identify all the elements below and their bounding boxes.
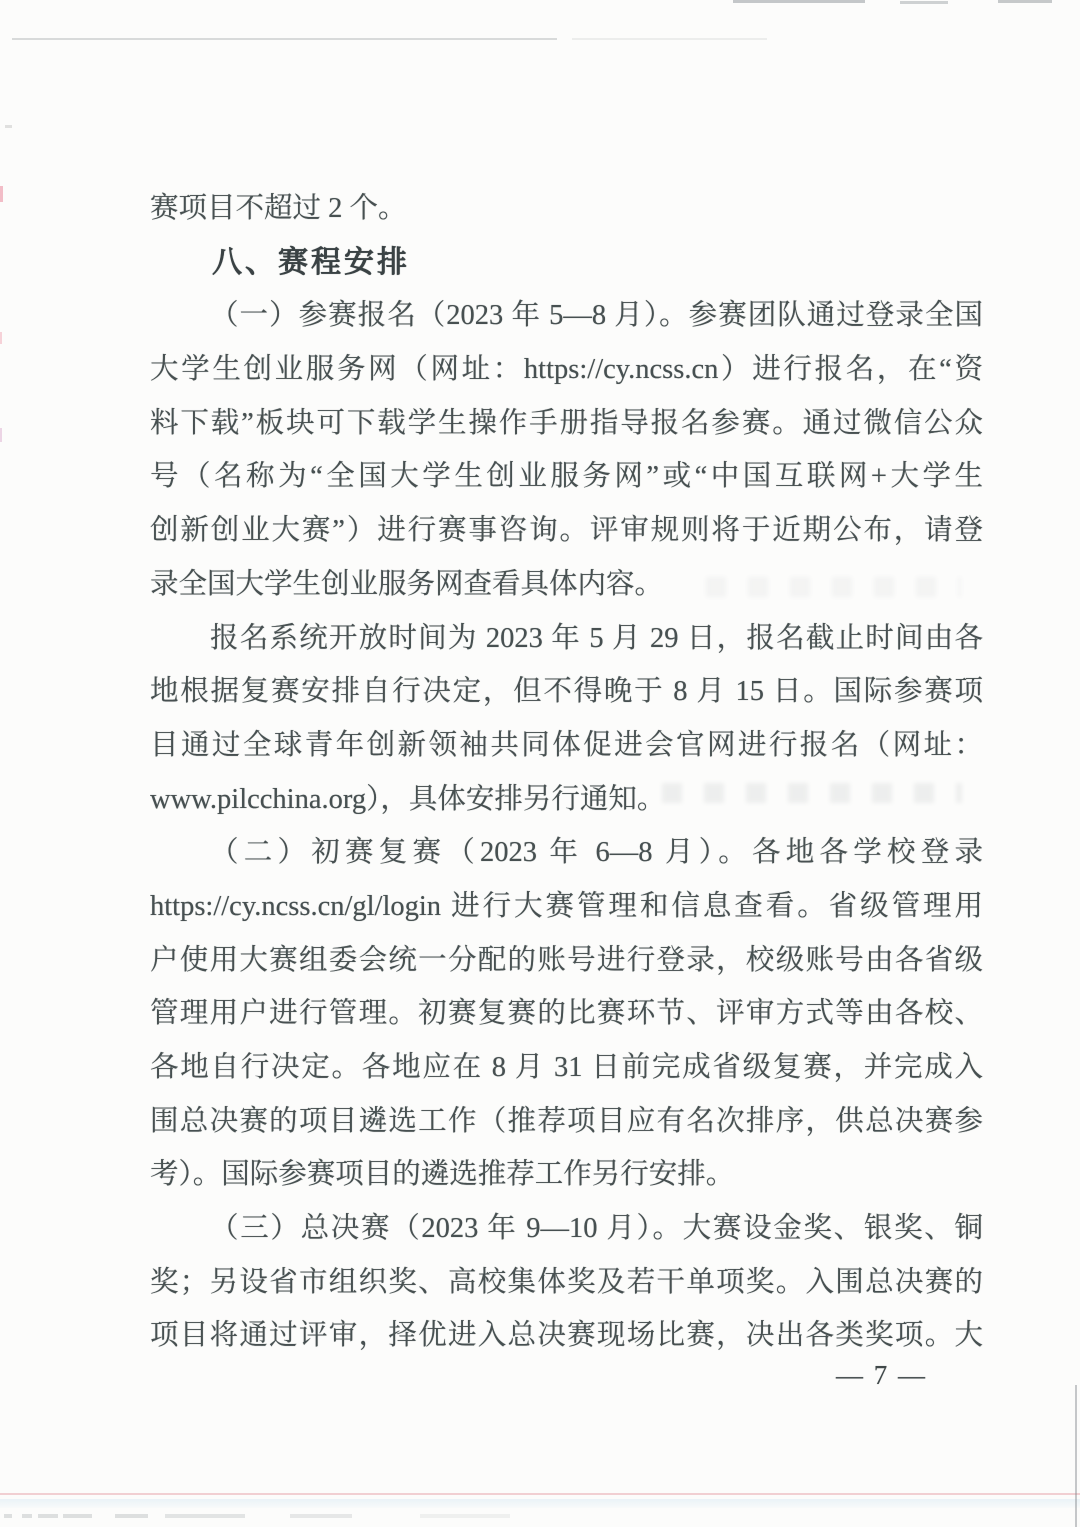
- scan-artifact-top-dash: [900, 1, 948, 4]
- scan-artifact-edge-mark: [5, 125, 12, 128]
- document-body: [150, 182, 983, 1363]
- scan-artifact-top-dash: [998, 0, 1052, 3]
- scan-artifact-bottom-line: [0, 1493, 1080, 1495]
- text-line: 围总决赛的项目遴选工作（推荐项目应有名次排序，供总决赛参: [150, 1105, 983, 1137]
- text-line: 号（名称为“全国大学生创业服务网”或“中国互联网+大学生: [150, 461, 983, 493]
- scan-artifact-top-line: [572, 38, 767, 40]
- scan-artifact-bottom-dash: [420, 1514, 510, 1518]
- text-line: 管理用户进行管理。初赛复赛的比赛环节、评审方式等由各校、: [150, 998, 983, 1030]
- text-line: 赛项目不超过 2 个。: [150, 193, 407, 224]
- text-line: 各地自行决定。各地应在 8 月 31 日前完成省级复赛，并完成入: [150, 1052, 983, 1083]
- text-line: 创新创业大赛”）进行赛事咨询。评审规则将于近期公布，请登: [150, 515, 983, 547]
- text-line: 料下载”板块可下载学生操作手册指导报名参赛。通过微信公众: [150, 407, 983, 439]
- scan-artifact-edge-mark: [0, 186, 3, 202]
- text-line: （三）总决赛（2023 年 9—10 月）。大赛设金奖、银奖、铜: [210, 1213, 983, 1245]
- scan-artifact-bottom-band: [0, 1499, 1080, 1508]
- scan-artifact-bottom-dash: [38, 1514, 58, 1518]
- scan-artifact-edge-line: [1075, 1385, 1077, 1527]
- text-line: 大学生创业服务网（网址：https://cy.ncss.cn）进行报名，在“资: [150, 354, 983, 386]
- section-heading: 八、赛程安排: [212, 245, 410, 279]
- text-line: 奖；另设省市组织奖、高校集体奖及若干单项奖。入围总决赛的: [150, 1266, 983, 1298]
- scan-artifact-bottom-dash: [22, 1514, 32, 1518]
- scan-artifact-edge-mark: [0, 332, 2, 344]
- scan-artifact-bottom-dash: [290, 1514, 352, 1518]
- scan-artifact-edge-mark: [0, 428, 2, 442]
- text-line: 录全国大学生创业服务网查看具体内容。: [150, 568, 664, 600]
- scan-artifact-top-line: [12, 38, 557, 40]
- scan-artifact-bottom-dash: [63, 1514, 92, 1518]
- scan-artifact-bottom-dash: [165, 1514, 245, 1518]
- text-line: 项目将通过评审，择优进入总决赛现场比赛，决出各类奖项。大: [150, 1320, 983, 1352]
- text-line: 考）。国际参赛项目的遴选推荐工作另行安排。: [150, 1159, 735, 1191]
- scan-artifact-bottom-dash: [115, 1514, 148, 1518]
- text-line: https://cy.ncss.cn/gl/login 进行大赛管理和信息查看。省级管理用: [150, 890, 983, 922]
- text-line: www.pilcchina.org），具体安排另行通知。: [150, 783, 666, 815]
- text-line: （一）参赛报名（2023 年 5—8 月）。参赛团队通过登录全国: [210, 300, 983, 332]
- text-line: 地根据复赛安排自行决定，但不得晚于 8 月 15 日。国际参赛项: [150, 676, 983, 708]
- scan-artifact-bottom-dash: [4, 1514, 12, 1518]
- text-line: 报名系统开放时间为 2023 年 5 月 29 日，报名截止时间由各: [210, 622, 983, 654]
- page-number: — 7 —: [836, 1360, 927, 1390]
- text-line: （二）初赛复赛（2023 年 6—8 月）。各地各学校登录: [210, 837, 983, 869]
- scan-artifact-top-dash: [733, 0, 865, 3]
- text-line: 户使用大赛组委会统一分配的账号进行登录，校级账号由各省级: [150, 944, 983, 976]
- text-line: 目通过全球青年创新领袖共同体促进会官网进行报名（网址：: [150, 729, 983, 761]
